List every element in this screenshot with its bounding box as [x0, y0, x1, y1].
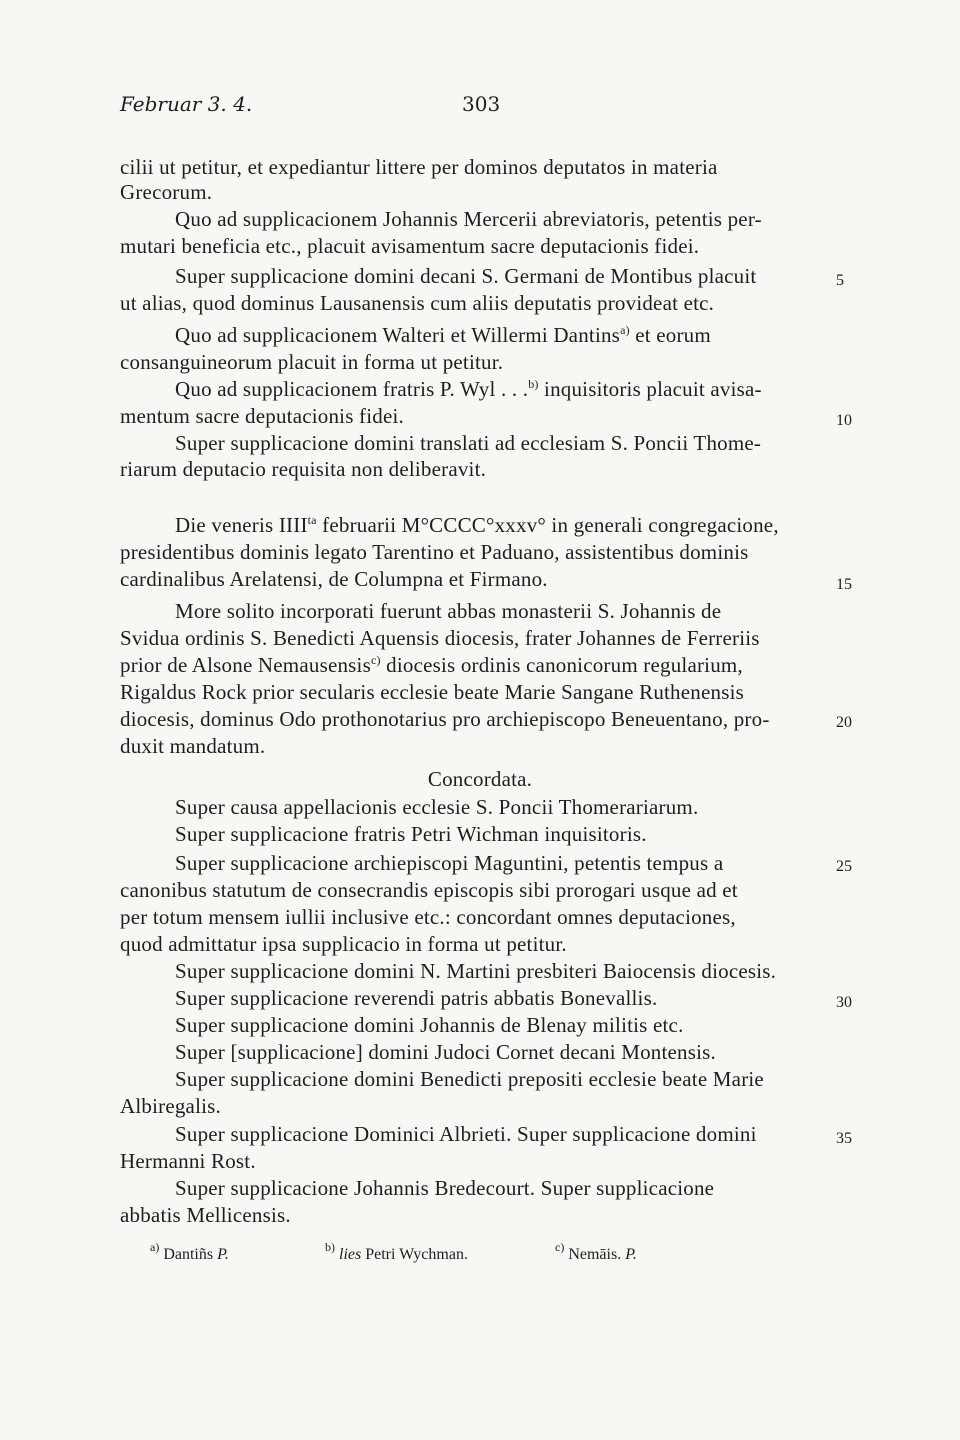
text-line: riarum deputacio requisita non deliberavit. [120, 457, 487, 481]
footnote-marker: c) [370, 653, 381, 667]
text-line: Super supplicacione domini Benedicti prepositi ecclesie beate Marie [175, 1067, 764, 1091]
text-line: ut alias, quod dominus Lausanensis cum aliis deputatis provideat etc. [120, 291, 715, 315]
text-segment: Quo ad supplicacionem Walteri et Willermi Dantins [175, 323, 621, 347]
footnote-a [150, 1240, 229, 1264]
text-line [175, 322, 711, 348]
line-number: 15 [836, 576, 852, 593]
text-line: mutari beneficia etc., placuit avisamentum sacre deputacionis fidei. [120, 234, 700, 258]
footnotes [150, 1240, 850, 1276]
text-segment: februarii M°CCCC°xxxv° in generali congregacione, [316, 513, 779, 537]
text-line: Albiregalis. [120, 1094, 221, 1118]
footnote-b [325, 1240, 468, 1264]
page-number: 303 [462, 92, 501, 116]
text-line: per totum mensem iullii inclusive etc.: concordant omnes deputaciones, [120, 905, 736, 929]
line-number: 35 [836, 1130, 852, 1147]
footnote-text: Petri Wychman. [365, 1246, 468, 1263]
text-line: quod admittatur ipsa supplicacio in forma ut petitur. [120, 932, 567, 956]
text-line: cilii ut petitur, et expediantur littere per dominos deputatos in materia [120, 155, 718, 179]
footnote-source: P. [625, 1246, 637, 1263]
ordinal-superscript: ta [307, 513, 317, 527]
footnote-marker: b) [528, 377, 539, 391]
footnote-mark: a) [150, 1240, 160, 1254]
text-line: Super supplicacione Dominici Albrieti. Super supplicacione domini [175, 1122, 757, 1146]
line-number: 5 [836, 272, 844, 289]
footnote-emphasis: lies [339, 1246, 362, 1263]
line-number: 30 [836, 994, 852, 1011]
text-line: Super [supplicacione] domini Judoci Cornet decani Montensis. [175, 1040, 716, 1064]
text-segment: et eorum [629, 323, 711, 347]
footnote-source: P. [217, 1246, 229, 1263]
text-line: Super supplicacione reverendi patris abbatis Bonevallis. [175, 986, 658, 1010]
text-line: abbatis Mellicensis. [120, 1203, 291, 1227]
footnote-text: Nemāis. [568, 1246, 622, 1263]
text-line: duxit mandatum. [120, 734, 266, 758]
line-number: 20 [836, 714, 852, 731]
text-segment: Die veneris IIII [175, 513, 308, 537]
text-line: Rigaldus Rock prior secularis ecclesie beate Marie Sangane Ruthenensis [120, 680, 744, 704]
footnote-mark: b) [325, 1240, 335, 1254]
text-line: Super supplicacione domini N. Martini presbiteri Baiocensis diocesis. [175, 959, 777, 983]
text-line: Grecorum. [120, 180, 213, 204]
text-segment: prior de Alsone Nemausensis [120, 653, 371, 677]
footnote-c [555, 1240, 637, 1264]
text-segment: Quo ad supplicacionem fratris P. Wyl . . . [175, 377, 529, 401]
text-line: consanguineorum placuit in forma ut petitur. [120, 350, 504, 374]
text-line: More solito incorporati fuerunt abbas monasterii S. Johannis de [175, 599, 722, 623]
text-line: Super causa appellacionis ecclesie S. Poncii Thomerariarum. [175, 795, 699, 819]
text-line: canonibus statutum de consecrandis episcopis sibi prorogari usque ad et [120, 878, 738, 902]
text-line: mentum sacre deputacionis fidei. [120, 404, 404, 428]
text-line: Super supplicacione domini translati ad ecclesiam S. Poncii Thome- [175, 431, 762, 455]
text-line: Super supplicacione domini decani S. Germani de Montibus placuit [175, 264, 757, 288]
text-line [120, 652, 743, 678]
line-number: 25 [836, 858, 852, 875]
text-line: Hermanni Rost. [120, 1149, 256, 1173]
running-head-date: Februar 3. 4. [120, 92, 253, 116]
text-line: cardinalibus Arelatensi, de Columpna et Firmano. [120, 567, 548, 591]
text-line: Super supplicacione domini Johannis de Blenay militis etc. [175, 1013, 684, 1037]
text-line: diocesis, dominus Odo prothonotarius pro archiepiscopo Beneuentano, pro- [120, 707, 770, 731]
text-line: Super supplicacione archiepiscopi Maguntini, petentis tempus a [175, 851, 724, 875]
text-line: Super supplicacione fratris Petri Wichman inquisitoris. [175, 822, 647, 846]
line-number: 10 [836, 412, 852, 429]
text-line: Super supplicacione Johannis Bredecourt. Super supplicacione [175, 1176, 715, 1200]
text-line: Quo ad supplicacionem Johannis Mercerii abreviatoris, petentis per- [175, 207, 762, 231]
text-line: presidentibus dominis legato Tarentino et Paduano, assistentibus dominis [120, 540, 749, 564]
footnote-marker: a) [620, 323, 630, 337]
section-heading: Concordata. [427, 767, 533, 791]
footnote-text: Dantiñs [163, 1246, 214, 1263]
running-head [120, 92, 840, 122]
text-line: Svidua ordinis S. Benedicti Aquensis diocesis, frater Johannes de Ferreriis [120, 626, 760, 650]
text-segment: diocesis ordinis canonicorum regularium, [380, 653, 743, 677]
text-line [175, 512, 779, 538]
text-segment: inquisitoris placuit avisa- [538, 377, 762, 401]
text-line [175, 376, 762, 402]
footnote-mark: c) [555, 1240, 565, 1254]
